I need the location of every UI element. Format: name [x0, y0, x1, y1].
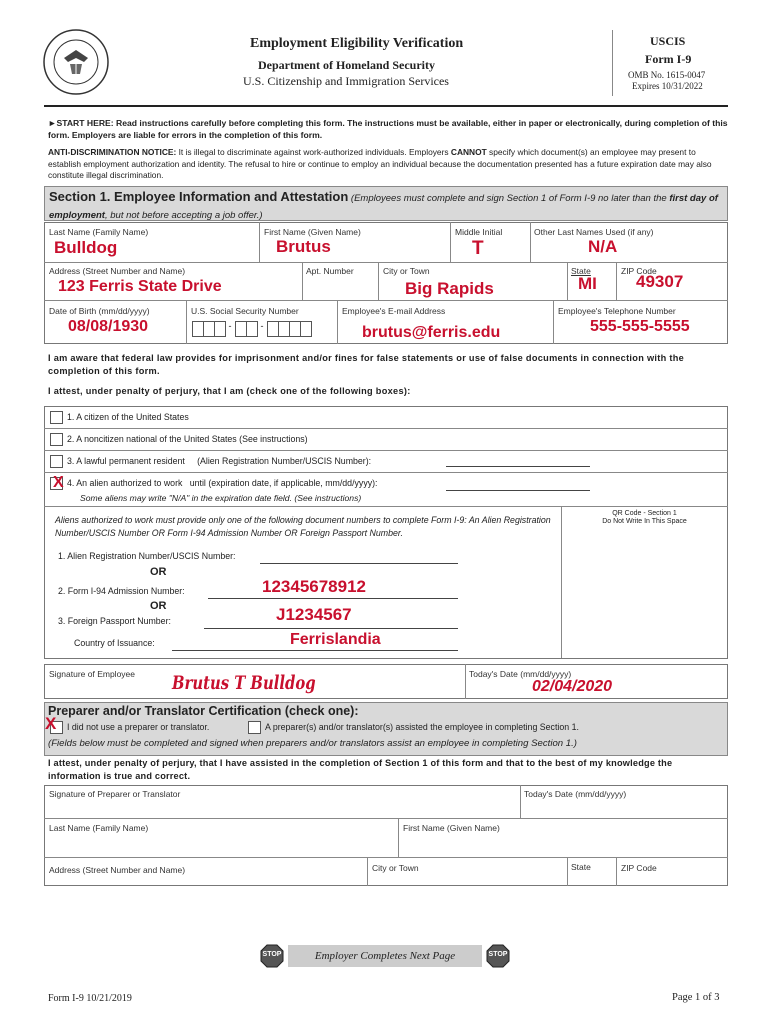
form-title: Employment Eligibility Verification	[250, 36, 464, 51]
preparer-fields-note: (Fields below must be completed and signed when preparers and/or translators assist an employee in completing Section 1.)	[48, 738, 578, 749]
doc2-label: 2. Form I-94 Admission Number:	[58, 586, 185, 596]
start-instructions: ►START HERE: Read instructions carefully before completing this form. The instructions must be available, either in paper or electronically, during completion of this form. Employers are liable for errors in the completion of this form.	[48, 118, 728, 140]
first-name-label: First Name (Given Name)	[264, 227, 361, 237]
apt-label: Apt. Number	[306, 266, 354, 276]
doc1-label: 1. Alien Registration Number/USCIS Number:	[58, 551, 236, 561]
preparer-assisted-label: A preparer(s) and/or translator(s) assisted the employee in completing Section 1.	[265, 722, 579, 732]
dob-label: Date of Birth (mm/dd/yyyy)	[49, 306, 150, 316]
i94-number-field[interactable]: 12345678912	[262, 577, 367, 596]
passport-number-field[interactable]: J1234567	[276, 605, 352, 624]
omb-number: OMB No. 1615-0047	[628, 70, 706, 80]
preparer-last-name-label: Last Name (Family Name)	[49, 823, 149, 833]
address-label: Address (Street Number and Name)	[49, 266, 186, 276]
preparer-first-name-label: First Name (Given Name)	[403, 823, 500, 833]
preparer-date-label: Today's Date (mm/dd/yyyy)	[524, 789, 627, 799]
form-edition: Form I-9 10/21/2019	[48, 993, 132, 1004]
employee-date-label: Today's Date (mm/dd/yyyy)	[469, 669, 572, 679]
stop-sign-icon: STOP	[260, 944, 284, 968]
option-permanent-resident-checkbox[interactable]	[50, 455, 63, 468]
employee-signature-field[interactable]: Brutus T Bulldog	[172, 672, 316, 694]
state-label: State	[571, 266, 591, 276]
employee-date-field[interactable]: 02/04/2020	[532, 678, 613, 695]
page-number: Page 1 of 3	[672, 992, 720, 1003]
alien-doc-note: Aliens authorized to work must provide only one of the following document numbers to complete Form I-9: An Alien Registration Number/USCIS Number OR Form I-94 Admission Number OR Foreign Passport Number.	[55, 515, 551, 538]
option-permanent-resident-label: 3. A lawful permanent resident (Alien Registration Number/USCIS Number):	[67, 456, 372, 466]
anti-discrimination-notice: ANTI-DISCRIMINATION NOTICE: It is illegal to discriminate against work-authorized individuals. Employers CANNOT specify which document(s) an employee may present to establish employment authorization and identity. The refusal to hire or continue to employ an individual because the documentation presented has a future expiration date may also constitute illegal discrimination.	[48, 147, 712, 180]
email-label: Employee's E-mail Address	[342, 306, 446, 316]
na-note: Some aliens may write "N/A" in the expiration date field. (See instructions)	[80, 493, 362, 503]
qr-code-box	[561, 507, 727, 658]
country-field[interactable]: Ferrislandia	[290, 631, 381, 648]
signature-row	[44, 664, 728, 699]
preparer-signature-label: Signature of Preparer or Translator	[49, 789, 181, 799]
qr-label-2: Do Not Write In This Space	[602, 518, 687, 525]
preparer-city-label: City or Town	[372, 863, 419, 873]
option-citizen-checkbox[interactable]	[50, 411, 63, 424]
aware-statement: I am aware that federal law provides for imprisonment and/or fines for false statements or use of false documents in connection with the completion of this form.	[48, 353, 685, 376]
preparer-state-label: State	[571, 862, 591, 872]
uscis-label: USCIS	[650, 34, 686, 48]
attest-statement: I attest, under penalty of perjury, that I am (check one of the following boxes):	[48, 386, 411, 396]
city-field[interactable]: Big Rapids	[405, 279, 494, 298]
no-preparer-mark: X	[45, 714, 57, 733]
stop-sign-icon-right: STOP	[486, 944, 510, 968]
address-field[interactable]: 123 Ferris State Drive	[58, 278, 222, 295]
other-names-field[interactable]: N/A	[588, 237, 618, 256]
ssn-field[interactable]: - -	[192, 321, 337, 339]
dob-field[interactable]: 08/08/1930	[68, 318, 149, 335]
preparer-address-label: Address (Street Number and Name)	[49, 865, 186, 875]
last-name-field[interactable]: Bulldog	[54, 238, 118, 257]
other-names-label: Other Last Names Used (if any)	[534, 227, 654, 237]
state-field[interactable]: MI	[578, 274, 597, 293]
expiration: Expires 10/31/2022	[632, 81, 703, 91]
or-label-1: OR	[150, 566, 167, 578]
section1-header: Section 1. Employee Information and Attestation (Employees must complete and sign Section 1 of Form I-9 no later than the first day of employment, but not before accepting a job offer.)	[44, 186, 728, 221]
phone-label: Employee's Telephone Number	[558, 306, 676, 316]
dhs-seal	[42, 28, 110, 96]
preparer-heading: Preparer and/or Translator Certification (check one):	[48, 704, 359, 718]
middle-initial-field[interactable]: T	[472, 238, 484, 259]
option-noncitizen-national-checkbox[interactable]	[50, 433, 63, 446]
qr-label-1: QR Code - Section 1	[612, 510, 677, 517]
employee-signature-label: Signature of Employee	[49, 669, 135, 679]
preparer-assisted-checkbox[interactable]	[248, 721, 261, 734]
option-citizen-label: 1. A citizen of the United States	[67, 412, 189, 422]
zip-field[interactable]: 49307	[636, 272, 684, 291]
form-number: Form I-9	[645, 52, 692, 66]
option-alien-authorized-mark: X	[53, 474, 64, 491]
employer-next-page-banner: Employer Completes Next Page	[288, 945, 482, 967]
option-alien-authorized-label: 4. An alien authorized to work until (expiration date, if applicable, mm/dd/yyyy):	[67, 478, 378, 488]
doc3-label: 3. Foreign Passport Number:	[58, 616, 171, 626]
zip-label: ZIP Code	[621, 266, 657, 276]
country-label: Country of Issuance:	[74, 638, 155, 648]
city-label: City or Town	[383, 266, 430, 276]
preparer-attest: I attest, under penalty of perjury, that I have assisted in the completion of Section 1 of this form and that to the best of my knowledge the information is true and correct.	[48, 758, 673, 781]
preparer-zip-label: ZIP Code	[621, 863, 657, 873]
no-preparer-label: I did not use a preparer or translator.	[67, 722, 210, 732]
department: Department of Homeland Security	[258, 58, 435, 72]
or-label-2: OR	[150, 600, 167, 612]
email-field[interactable]: brutus@ferris.edu	[362, 324, 501, 341]
phone-field[interactable]: 555-555-5555	[590, 318, 690, 335]
option-noncitizen-national-label: 2. A noncitizen national of the United States (See instructions)	[67, 434, 308, 444]
agency: U.S. Citizenship and Immigration Services	[243, 74, 449, 88]
last-name-label: Last Name (Family Name)	[49, 227, 149, 237]
ssn-label: U.S. Social Security Number	[191, 306, 299, 316]
first-name-field[interactable]: Brutus	[276, 237, 331, 256]
middle-initial-label: Middle Initial	[455, 227, 503, 237]
